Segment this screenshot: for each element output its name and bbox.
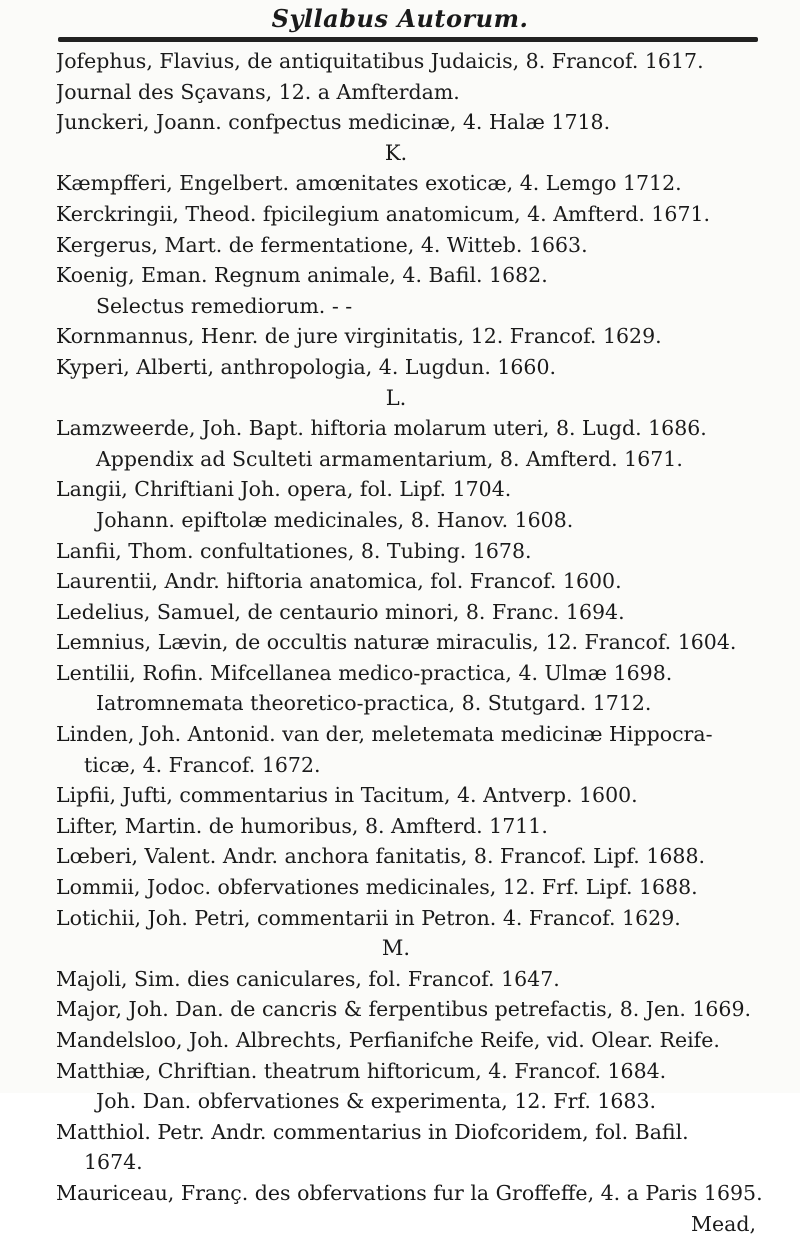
entry-line: Jofephus, Flavius, de antiquitatibus Judaicis, 8. Francof. 1617. — [56, 49, 704, 73]
entry-line: Lotichii, Joh. Petri, commentarii in Petron. 4. Francof. 1629. — [56, 905, 681, 930]
entry-line: Kerckringii, Theod. fpicilegium anatomicum, 4. Amfterd. 1671. — [56, 201, 711, 226]
entry-line: Kornmannus, Henr. de jure virginitatis, 12. Francof. 1629. — [56, 324, 662, 349]
entry-line: Kæmpfferi, Engelbert. amœnitates exoticæ, 4. Lemgo 1712. — [56, 171, 682, 196]
entry-line: Iatromnemata theoretico-practica, 8. Stutgard. 1712. — [96, 691, 652, 716]
running-head: Syllabus Autorum. — [271, 4, 529, 33]
entry-line: 1674. — [84, 1150, 143, 1175]
entry-line: Kergerus, Mart. de fermentatione, 4. Witteb. 1663. — [56, 232, 588, 257]
entry-line: Lommii, Jodoc. obfervationes medicinales, 12. Frf. Lipf. 1688. — [56, 875, 698, 900]
entry-line: Mead, — [691, 1211, 756, 1236]
entry-line: Selectus remediorum. - - — [96, 293, 353, 318]
entry-line: Johann. epiftolæ medicinales, 8. Hanov. 1608. — [96, 507, 574, 532]
entry-line: Lifter, Martin. de humoribus, 8. Amfterd. 1711. — [56, 813, 548, 838]
entry-line: Koenig, Eman. Regnum animale, 4. Bafil. 1682. — [56, 263, 548, 288]
entry-line: Lipfii, Jufti, commentarius in Tacitum, 4. Antverp. 1600. — [56, 783, 638, 808]
entry-line: Matthiæ, Chriftian. theatrum hiftoricum, 4. Francof. 1684. — [56, 1058, 667, 1083]
entry-line: Matthiol. Petr. Andr. commentarius in Diofcoridem, fol. Bafil. — [56, 1119, 689, 1144]
entry-line: ticæ, 4. Francof. 1672. — [84, 752, 321, 777]
entry-line: Journal des Sçavans, 12. a Amfterdam. — [56, 79, 460, 104]
entry-line: Lœberi, Valent. Andr. anchora fanitatis, 8. Francof. Lipf. 1688. — [56, 844, 706, 869]
entry-line: Appendix ad Sculteti armamentarium, 8. Amfterd. 1671. — [96, 446, 683, 471]
entry-line: Major, Joh. Dan. de cancris & ferpentibus petrefactis, 8. Jen. 1669. — [56, 997, 752, 1022]
entry-line: Kyperi, Alberti, anthropologia, 4. Lugdun. 1660. — [56, 354, 557, 379]
entry-line: Ledelius, Samuel, de centaurio minori, 8. Franc. 1694. — [56, 599, 625, 624]
bibliography-entries — [56, 46, 776, 1239]
section-letter: K. — [384, 140, 408, 165]
entry-line: Mandelsloo, Joh. Albrechts, Perfianifche Reife, vid. Olear. Reife. — [56, 1028, 720, 1052]
section-letter: M. — [381, 936, 411, 961]
entry-line: Mauriceau, Franç. des obfervations fur la Groffeffe, 4. a Paris 1695. — [56, 1180, 763, 1205]
entry-line: Lemnius, Lævin, de occultis naturæ miraculis, 12. Francof. 1604. — [56, 630, 737, 655]
entry-line: Junckeri, Joann. confpectus medicinæ, 4. Halæ 1718. — [56, 110, 611, 135]
entry-line: Lentilii, Rofin. Mifcellanea medico-practica, 4. Ulmæ 1698. — [56, 660, 673, 685]
entry-line: Majoli, Sim. dies caniculares, fol. Francof. 1647. — [56, 966, 560, 991]
section-letter: L. — [385, 385, 407, 410]
header-rule — [58, 37, 758, 42]
entry-line: Lamzweerde, Joh. Bapt. hiftoria molarum uteri, 8. Lugd. 1686. — [56, 416, 707, 441]
entry-line: Laurentii, Andr. hiftoria anatomica, fol. Francof. 1600. — [56, 569, 622, 594]
entry-line: Lanfii, Thom. confultationes, 8. Tubing. 1678. — [56, 538, 532, 563]
entry-line: Langii, Chriftiani Joh. opera, fol. Lipf. 1704. — [56, 477, 512, 502]
entry-line: Linden, Joh. Antonid. van der, meletemata medicinæ Hippocra- — [56, 722, 713, 747]
entry-line: Joh. Dan. obfervationes & experimenta, 12. Frf. 1683. — [96, 1089, 657, 1114]
